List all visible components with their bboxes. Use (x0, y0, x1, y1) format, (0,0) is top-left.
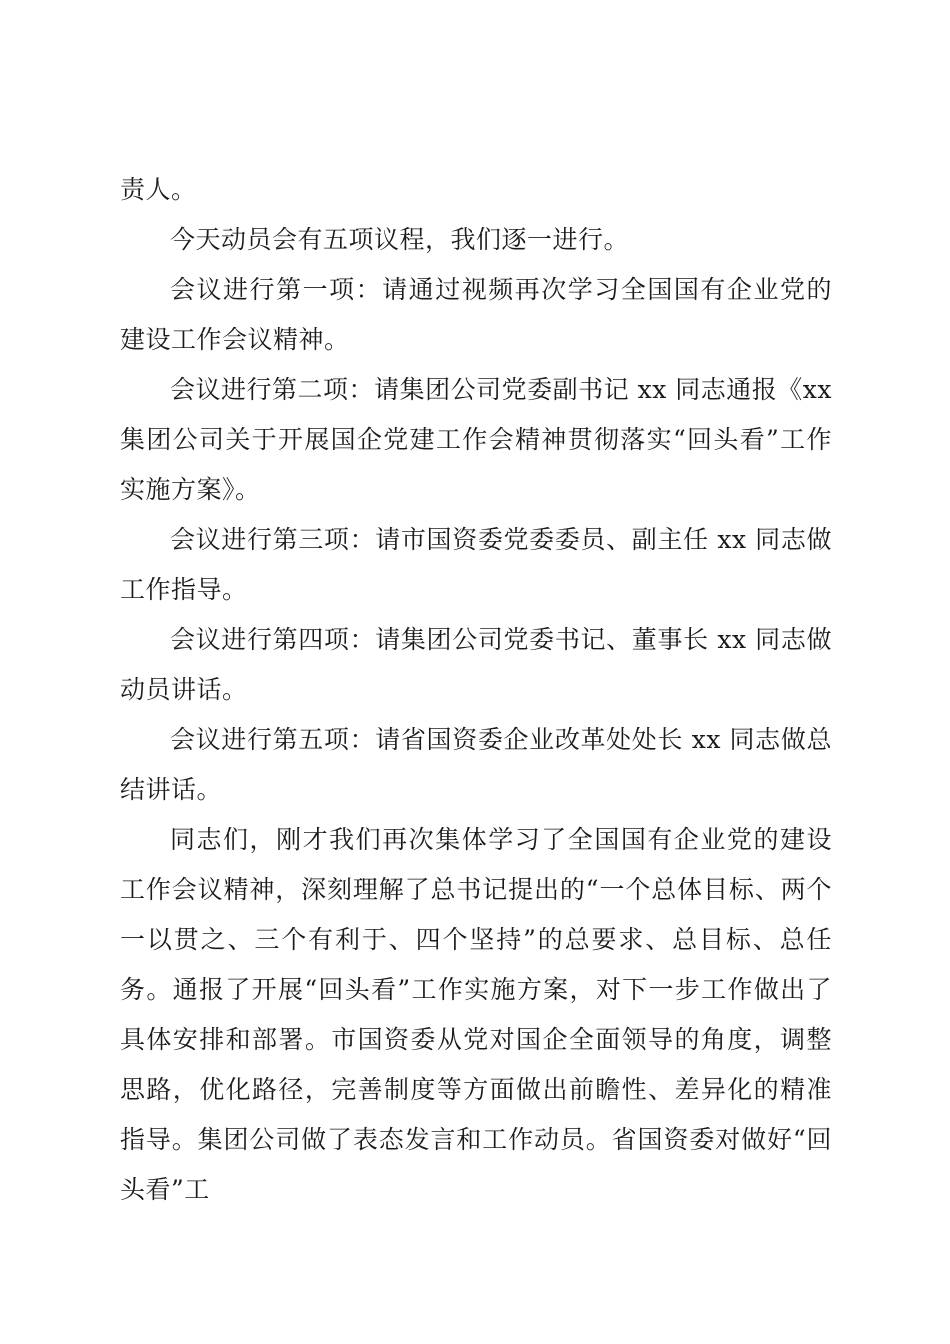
paragraph-agenda-item-5: 会议进行第五项：请省国资委企业改革处处长 xx 同志做总结讲话。 (120, 725, 832, 804)
paragraph-agenda-item-2: 会议进行第二项：请集团公司党委副书记 xx 同志通报《xx 集团公司关于开展国企党建工作会精神贯彻落实“回头看”工作实施方案》。 (120, 375, 832, 504)
paragraph-agenda-item-1: 会议进行第一项：请通过视频再次学习全国国有企业党的建设工作会议精神。 (120, 275, 832, 354)
paragraph-agenda-item-4: 会议进行第四项：请集团公司党委书记、董事长 xx 同志做动员讲话。 (120, 625, 832, 704)
paragraph-agenda-item-3: 会议进行第三项：请市国资委党委委员、副主任 xx 同志做工作指导。 (120, 525, 832, 604)
document-body (120, 165, 832, 1215)
paragraph-continuation: 责人。 (120, 175, 197, 204)
paragraph-agenda-intro: 今天动员会有五项议程，我们逐一进行。 (170, 225, 630, 254)
paragraph-summary: 同志们，刚才我们再次集体学习了全国国有企业党的建设工作会议精神，深刻理解了总书记提出的“一个总体目标、两个一以贯之、三个有利于、四个坚持”的总要求、总目标、总任务。通报了开展“回头看”工作实施方案，对下一步工作做出了具体安排和部署。市国资委从党对国企全面领导的角度，调整思路，优化路径，完善制度等方面做出前瞻性、差异化的精准指导。集团公司做了表态发言和工作动员。省国资委对做好“回头看”工 (120, 825, 832, 1204)
